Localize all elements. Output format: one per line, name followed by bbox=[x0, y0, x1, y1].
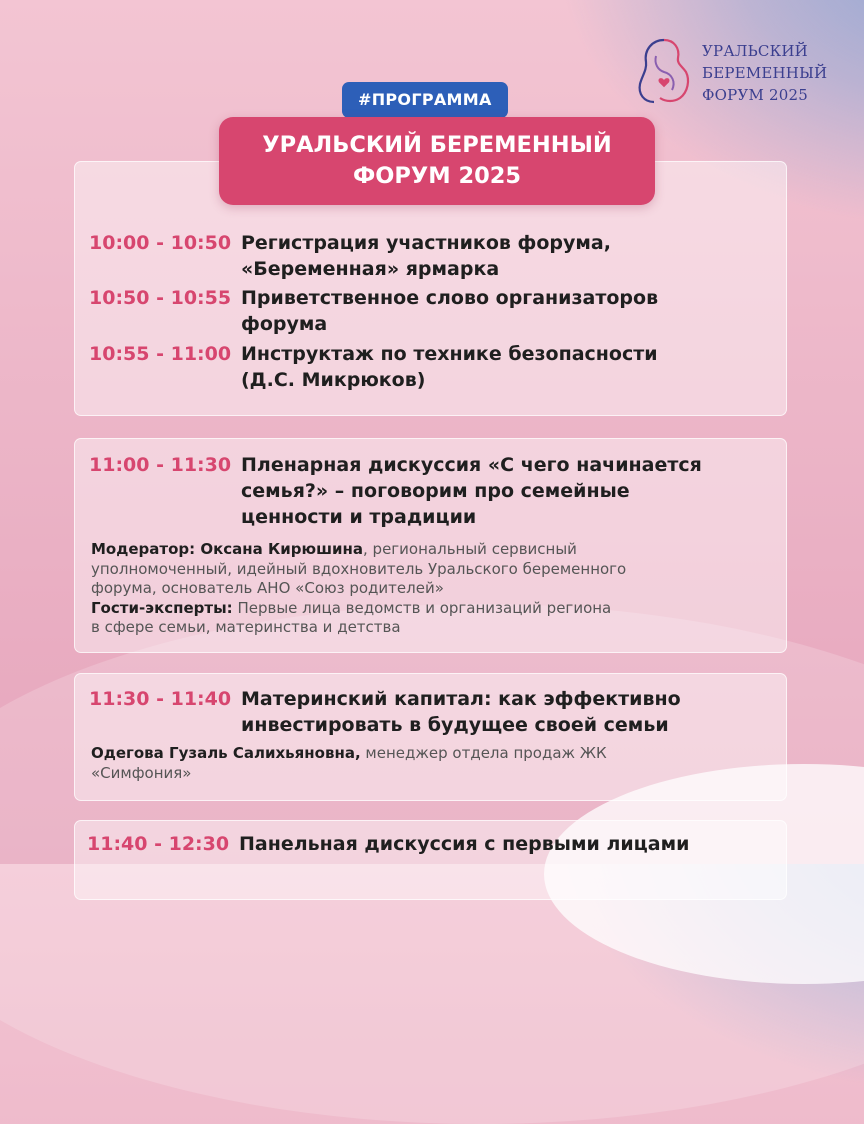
speaker-text: «Симфония» bbox=[91, 763, 192, 782]
moderator-text: , региональный сервисный bbox=[363, 540, 577, 558]
schedule-card-maternity-capital bbox=[74, 673, 787, 801]
forum-logo bbox=[634, 36, 827, 106]
guests-label: Гости-эксперты: bbox=[91, 598, 233, 617]
schedule-item bbox=[89, 831, 689, 857]
topic-line: Материнский капитал: как эффективно bbox=[241, 688, 681, 710]
guests-text: в сфере семьи, материнства и детства bbox=[91, 618, 401, 636]
program-hashtag: #ПРОГРАММА bbox=[342, 82, 508, 118]
item-topic bbox=[241, 686, 681, 738]
topic-line: Инструктаж по технике безопасности bbox=[241, 343, 658, 365]
logo-line-2: БЕРЕМЕННЫЙ bbox=[702, 64, 828, 82]
item-topic bbox=[239, 831, 689, 857]
item-description bbox=[91, 540, 781, 638]
topic-line: Пленарная дискуссия «С чего начинается bbox=[241, 454, 702, 476]
schedule-item bbox=[89, 230, 611, 282]
item-time: 11:40 - 12:30 bbox=[87, 833, 230, 855]
schedule-card-plenary bbox=[74, 438, 787, 653]
title-line-1: УРАЛЬСКИЙ БЕРЕМЕННЫЙ bbox=[262, 132, 612, 158]
topic-line: «Беременная» ярмарка bbox=[241, 258, 500, 280]
topic-line: инвестировать в будущее своей семьи bbox=[241, 714, 669, 736]
logo-line-1: УРАЛЬСКИЙ bbox=[702, 42, 808, 60]
item-time: 10:50 - 10:55 bbox=[89, 287, 232, 309]
item-description bbox=[91, 744, 781, 783]
topic-line: Регистрация участников форума, bbox=[241, 232, 611, 254]
title-line-2: ФОРУМ 2025 bbox=[352, 163, 522, 189]
item-time: 11:00 - 11:30 bbox=[89, 454, 232, 476]
item-topic bbox=[241, 285, 658, 337]
speaker-text: менеджер отдела продаж ЖК bbox=[360, 744, 607, 762]
schedule-item bbox=[89, 341, 658, 393]
logo-line-3: ФОРУМ 2025 bbox=[702, 86, 808, 104]
speaker-label: Одегова Гузаль Салихьяновна, bbox=[91, 744, 361, 762]
pregnant-woman-heart-icon bbox=[634, 36, 692, 106]
guests-text: Первые лица ведомств и организаций региона bbox=[232, 598, 612, 617]
item-topic bbox=[241, 230, 611, 282]
schedule-item bbox=[89, 452, 702, 530]
topic-line: семья?» – поговорим про семейные bbox=[241, 480, 630, 502]
page-title bbox=[219, 117, 655, 205]
topic-line: ценности и традиции bbox=[241, 506, 477, 528]
topic-line: форума bbox=[241, 313, 328, 335]
moderator-label: Модератор: Оксана Кирюшина bbox=[91, 540, 364, 558]
schedule-item bbox=[89, 285, 658, 337]
topic-line: Приветственное слово организаторов bbox=[241, 287, 659, 309]
item-topic bbox=[241, 341, 658, 393]
schedule-card-panel bbox=[74, 820, 787, 900]
item-time: 11:30 - 11:40 bbox=[89, 688, 232, 710]
topic-line: (Д.С. Микрюков) bbox=[241, 369, 426, 391]
item-time: 10:00 - 10:50 bbox=[89, 232, 232, 254]
schedule-item bbox=[89, 686, 681, 738]
moderator-text: форума, основатель АНО «Союз родителей» bbox=[91, 579, 444, 597]
item-topic bbox=[241, 452, 702, 530]
item-time: 10:55 - 11:00 bbox=[89, 343, 232, 365]
moderator-text: уполномоченный, идейный вдохновитель Уральского беременного bbox=[91, 559, 627, 578]
topic-line: Панельная дискуссия с первыми лицами bbox=[239, 833, 690, 855]
